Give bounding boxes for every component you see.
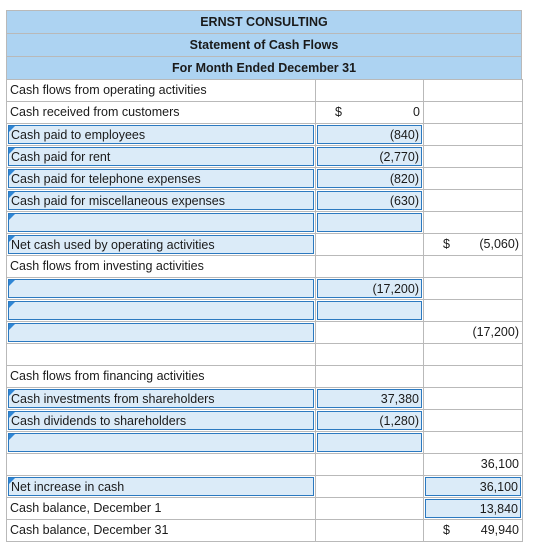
- label-dropdown[interactable]: [8, 191, 314, 210]
- total-value: 49,940: [480, 523, 519, 537]
- amount-cell[interactable]: [316, 146, 424, 168]
- label-dropdown[interactable]: [8, 169, 314, 188]
- total-cell[interactable]: [424, 476, 523, 498]
- statement-row: [7, 146, 523, 168]
- amount-cell[interactable]: [316, 190, 424, 212]
- amount-input[interactable]: [317, 147, 422, 166]
- amount-cell[interactable]: [316, 300, 424, 322]
- company-name: ERNST CONSULTING: [6, 10, 522, 33]
- total-cell: [424, 278, 523, 300]
- label-dropdown[interactable]: [8, 301, 314, 320]
- label-dropdown[interactable]: [8, 279, 314, 298]
- total-cell[interactable]: [424, 498, 523, 520]
- row-label: Cash balance, December 31: [10, 523, 169, 537]
- label-dropdown[interactable]: [8, 147, 314, 166]
- amount-cell[interactable]: [316, 124, 424, 146]
- amount-cell: [316, 498, 424, 520]
- total-input[interactable]: [425, 499, 521, 518]
- label-dropdown[interactable]: [8, 477, 314, 496]
- amount-cell: [316, 256, 424, 278]
- row-label: Cash dividends to shareholders: [11, 414, 187, 428]
- row-label: Cash paid for miscellaneous expenses: [11, 194, 226, 208]
- statement-row: [7, 388, 523, 410]
- total-cell: [424, 410, 523, 432]
- dropdown-marker-icon: [9, 126, 15, 132]
- amount-cell[interactable]: [316, 212, 424, 234]
- total-cell: [424, 234, 523, 256]
- label-cell[interactable]: [7, 146, 316, 168]
- row-label: Cash flows from operating activities: [10, 83, 207, 97]
- amount-cell: [316, 366, 424, 388]
- row-label: Cash flows from investing activities: [10, 259, 204, 273]
- total-value: (17,200): [472, 325, 519, 339]
- statement-row: [7, 366, 523, 388]
- statement-row: [7, 102, 523, 124]
- dropdown-marker-icon: [9, 390, 15, 396]
- total-cell: [424, 322, 523, 344]
- amount-value: 37,380: [380, 392, 419, 406]
- amount-input[interactable]: [317, 301, 422, 320]
- statement-row: [7, 256, 523, 278]
- dropdown-marker-icon: [9, 170, 15, 176]
- label-cell[interactable]: [7, 432, 316, 454]
- amount-cell: [316, 234, 424, 256]
- dropdown-marker-icon: [9, 236, 15, 242]
- amount-value: (630): [389, 194, 419, 208]
- amount-value: (2,770): [379, 150, 419, 164]
- amount-input[interactable]: [317, 125, 422, 144]
- label-cell[interactable]: [7, 124, 316, 146]
- row-label: Cash paid for telephone expenses: [11, 172, 201, 186]
- statement-row: [7, 410, 523, 432]
- amount-cell[interactable]: [316, 432, 424, 454]
- amount-input[interactable]: [317, 411, 422, 430]
- label-cell: [7, 256, 316, 278]
- amount-value: (1,280): [379, 414, 419, 428]
- label-cell[interactable]: [7, 410, 316, 432]
- row-label: Cash paid to employees: [11, 128, 146, 142]
- dropdown-marker-icon: [9, 280, 15, 286]
- label-dropdown[interactable]: [8, 125, 314, 144]
- amount-cell: [316, 102, 424, 124]
- statement-row: [7, 168, 523, 190]
- statement-row: [7, 344, 523, 366]
- statement-row: [7, 300, 523, 322]
- row-label: Net cash used by operating activities: [11, 238, 215, 252]
- label-cell[interactable]: [7, 278, 316, 300]
- amount-value: (17,200): [372, 282, 419, 296]
- total-cell: [424, 212, 523, 234]
- label-cell[interactable]: [7, 322, 316, 344]
- statement-row: [7, 234, 523, 256]
- amount-cell[interactable]: [316, 168, 424, 190]
- total-cell: [424, 190, 523, 212]
- total-cell: [424, 300, 523, 322]
- label-cell: [7, 344, 316, 366]
- amount-input[interactable]: [317, 191, 422, 210]
- amount-input[interactable]: [317, 433, 422, 452]
- statement-row: [7, 454, 523, 476]
- dropdown-marker-icon: [9, 434, 15, 440]
- label-dropdown[interactable]: [8, 411, 314, 430]
- label-cell: [7, 102, 316, 124]
- amount-cell: [316, 344, 424, 366]
- total-cell: [424, 432, 523, 454]
- dropdown-marker-icon: [9, 192, 15, 198]
- row-label: Cash investments from shareholders: [11, 392, 215, 406]
- total-value: (5,060): [479, 237, 519, 251]
- label-cell[interactable]: [7, 234, 316, 256]
- statement-row: [7, 190, 523, 212]
- currency-symbol: $: [443, 237, 450, 251]
- row-label: Net increase in cash: [11, 480, 125, 494]
- amount-cell: [316, 80, 424, 102]
- amount-cell: [316, 520, 424, 542]
- amount-cell[interactable]: [316, 388, 424, 410]
- label-cell: [7, 498, 316, 520]
- currency-symbol: $: [335, 105, 342, 119]
- total-value: 36,100: [480, 457, 519, 471]
- label-cell: [7, 520, 316, 542]
- statement-table: [6, 79, 523, 542]
- row-label: Cash balance, December 1: [10, 501, 162, 515]
- label-cell: [7, 80, 316, 102]
- amount-input[interactable]: [317, 389, 422, 408]
- dropdown-marker-icon: [9, 302, 15, 308]
- total-input[interactable]: [425, 477, 521, 496]
- amount-cell: [316, 454, 424, 476]
- total-cell: [424, 366, 523, 388]
- statement-row: [7, 322, 523, 344]
- total-cell: [424, 102, 523, 124]
- label-dropdown[interactable]: [8, 235, 314, 254]
- row-label: Cash received from customers: [10, 105, 180, 119]
- statement-row: [7, 80, 523, 102]
- dropdown-marker-icon: [9, 214, 15, 220]
- dropdown-marker-icon: [9, 148, 15, 154]
- total-cell: [424, 80, 523, 102]
- total-value: 36,100: [479, 480, 518, 494]
- row-label: Cash paid for rent: [11, 150, 111, 164]
- statement-row: [7, 124, 523, 146]
- total-cell: [424, 520, 523, 542]
- total-cell: [424, 256, 523, 278]
- statement-row: [7, 520, 523, 542]
- statement-row: [7, 476, 523, 498]
- dropdown-marker-icon: [9, 412, 15, 418]
- total-cell: [424, 124, 523, 146]
- label-dropdown[interactable]: [8, 323, 314, 342]
- total-cell: [424, 388, 523, 410]
- total-value: 13,840: [479, 502, 518, 516]
- amount-input[interactable]: [317, 213, 422, 232]
- statement-row: [7, 278, 523, 300]
- total-cell: [424, 344, 523, 366]
- label-cell[interactable]: [7, 168, 316, 190]
- label-dropdown[interactable]: [8, 213, 314, 232]
- label-dropdown[interactable]: [8, 389, 314, 408]
- amount-cell: [316, 476, 424, 498]
- label-cell: [7, 454, 316, 476]
- amount-value: (820): [389, 172, 419, 186]
- total-cell: [424, 168, 523, 190]
- label-cell[interactable]: [7, 476, 316, 498]
- statement-row: [7, 212, 523, 234]
- amount-value: (840): [389, 128, 419, 142]
- amount-value: 0: [413, 105, 420, 119]
- label-cell: [7, 366, 316, 388]
- label-dropdown[interactable]: [8, 433, 314, 452]
- label-cell[interactable]: [7, 212, 316, 234]
- amount-cell[interactable]: [316, 278, 424, 300]
- total-cell: [424, 454, 523, 476]
- dropdown-marker-icon: [9, 324, 15, 330]
- label-cell[interactable]: [7, 388, 316, 410]
- currency-symbol: $: [443, 523, 450, 537]
- total-cell: [424, 146, 523, 168]
- statement-title: Statement of Cash Flows: [6, 33, 522, 56]
- amount-input[interactable]: [317, 279, 422, 298]
- amount-input[interactable]: [317, 169, 422, 188]
- statement-row: [7, 432, 523, 454]
- label-cell[interactable]: [7, 190, 316, 212]
- statement-row: [7, 498, 523, 520]
- cash-flow-statement: [6, 10, 522, 542]
- label-cell[interactable]: [7, 300, 316, 322]
- dropdown-marker-icon: [9, 478, 15, 484]
- amount-cell: [316, 322, 424, 344]
- row-label: Cash flows from financing activities: [10, 369, 205, 383]
- statement-period: For Month Ended December 31: [6, 56, 522, 79]
- amount-cell[interactable]: [316, 410, 424, 432]
